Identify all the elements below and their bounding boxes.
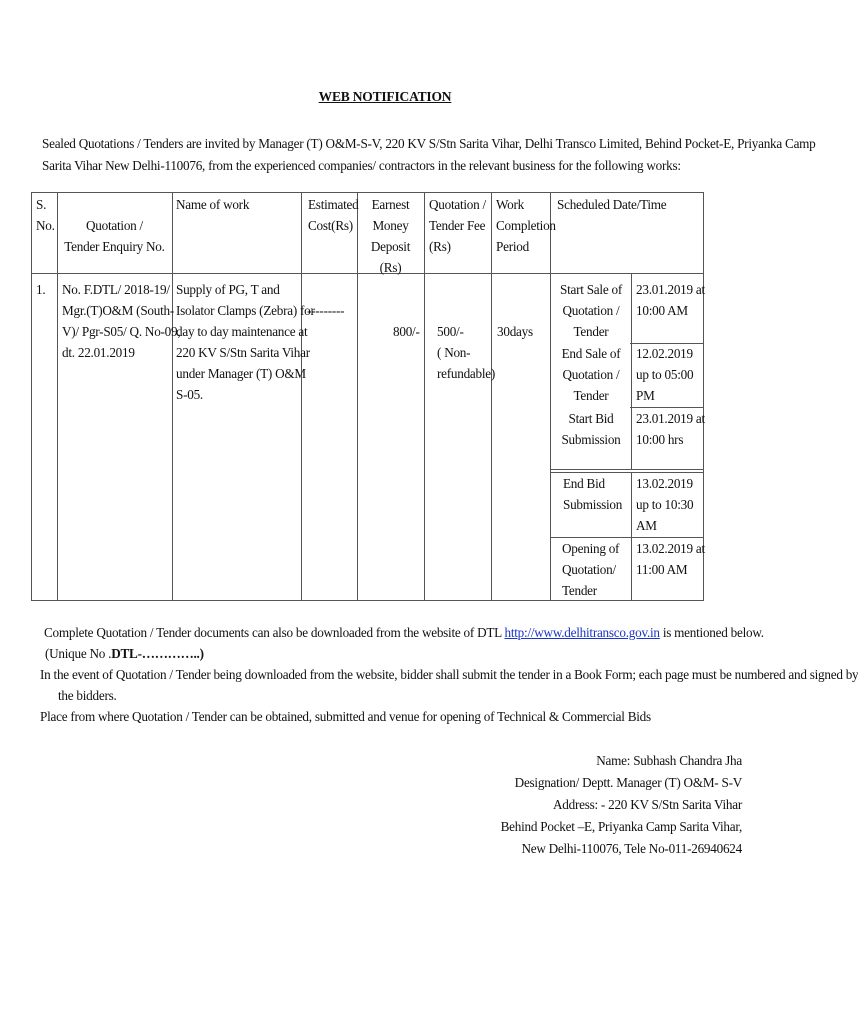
schedule-label: Start Bid Submission [561, 411, 621, 447]
schedule-label: End Sale of Quotation / Tender [561, 346, 621, 403]
schedule-value: 13.02.2019 at 11:00 AM [636, 541, 705, 577]
signatory-address: Behind Pocket –E, Priyanka Camp Sarita Vihar, [500, 819, 742, 834]
signature-block [501, 750, 742, 860]
signatory-name: Name: Subhash Chandra Jha [596, 753, 742, 768]
row-enquiry: No. F.DTL/ 2018-19/ Mgr.(T)O&M (South- V)/ Pgr-S05/ Q. No-09, dt. 22.01.2019 [62, 282, 181, 360]
row-fee: 500/- ( Non- refundable) [437, 324, 496, 381]
table-border [172, 192, 173, 601]
row-period: 30days [497, 324, 533, 339]
signatory-address: New Delhi-110076, Tele No-011-26940624 [521, 841, 742, 856]
header-fee: Quotation / Tender Fee (Rs) [429, 197, 486, 254]
header-enquiry: Quotation / Tender Enquiry No. [64, 218, 165, 254]
page-title: WEB NOTIFICATION [318, 89, 452, 104]
row-work: Supply of PG, T and Isolator Clamps (Zebra) for day to day maintenance at 220 KV S/Stn Sarita Vihar under Manager (T) O&M S-05. [176, 282, 315, 402]
schedule-label: End Bid Submission [563, 476, 623, 512]
table-border [31, 192, 704, 193]
header-period: Work Completion Period [496, 197, 556, 254]
schedule-label: Opening of Quotation/ Tender [562, 541, 620, 598]
intro-line: Sarita Vihar New Delhi-110076, from the experienced companies/ contractors in the relevant business for the following works: [42, 158, 681, 173]
place-note: Place from where Quotation / Tender can be obtained, submitted and venue for opening of Technical & Commercial Bids [40, 709, 651, 724]
row-sno: 1. [36, 282, 46, 297]
table-border [631, 273, 632, 470]
table-border [31, 192, 32, 601]
schedule-value: 12.02.2019 up to 05:00 PM [636, 346, 694, 403]
tender-table [31, 192, 704, 601]
header-work: Name of work [176, 197, 250, 212]
schedule-label: Start Sale of Quotation / Tender [560, 282, 622, 339]
signatory-address: Address: - 220 KV S/Stn Sarita Vihar [553, 797, 742, 812]
row-cost: --------- [307, 303, 345, 318]
schedule-value: 13.02.2019 up to 10:30 AM [636, 476, 694, 533]
table-border [491, 192, 492, 601]
header-schedule: Scheduled Date/Time [557, 197, 667, 212]
table-border [631, 472, 632, 600]
book-form-note: the bidders. [58, 688, 117, 703]
header-sno: S. No. [36, 197, 55, 233]
row-emd: 800/- [393, 324, 420, 339]
table-border [424, 192, 425, 601]
header-cost: Estimated Cost(Rs) [308, 197, 359, 233]
intro-line: Sealed Quotations / Tenders are invited by Manager (T) O&M-S-V, 220 KV S/Stn Sarita Vihar, Delhi Transco Limited, Behind Pocket-E, Priyanka Camp [42, 136, 816, 151]
website-link[interactable]: http://www.delhitransco.gov.in [504, 625, 660, 640]
intro-paragraph [42, 133, 816, 177]
signatory-designation: Designation/ Deptt. Manager (T) O&M- S-V [514, 775, 742, 790]
header-emd: Earnest Money Deposit (Rs) [370, 197, 411, 275]
schedule-value: 23.01.2019 at 10:00 AM [636, 282, 705, 318]
footer-notes [40, 622, 858, 727]
schedule-value: 23.01.2019 at 10:00 hrs [636, 411, 705, 447]
unique-no: (Unique No .DTL-…………..) [45, 646, 204, 661]
book-form-note: In the event of Quotation / Tender being downloaded from the website, bidder shall submit the tender in a Book Form; each page must be numbered and signed by [40, 667, 858, 682]
download-note: Complete Quotation / Tender documents can also be downloaded from the website of DTL http://www.delhitransco.gov.in is mentioned below. [44, 625, 764, 640]
